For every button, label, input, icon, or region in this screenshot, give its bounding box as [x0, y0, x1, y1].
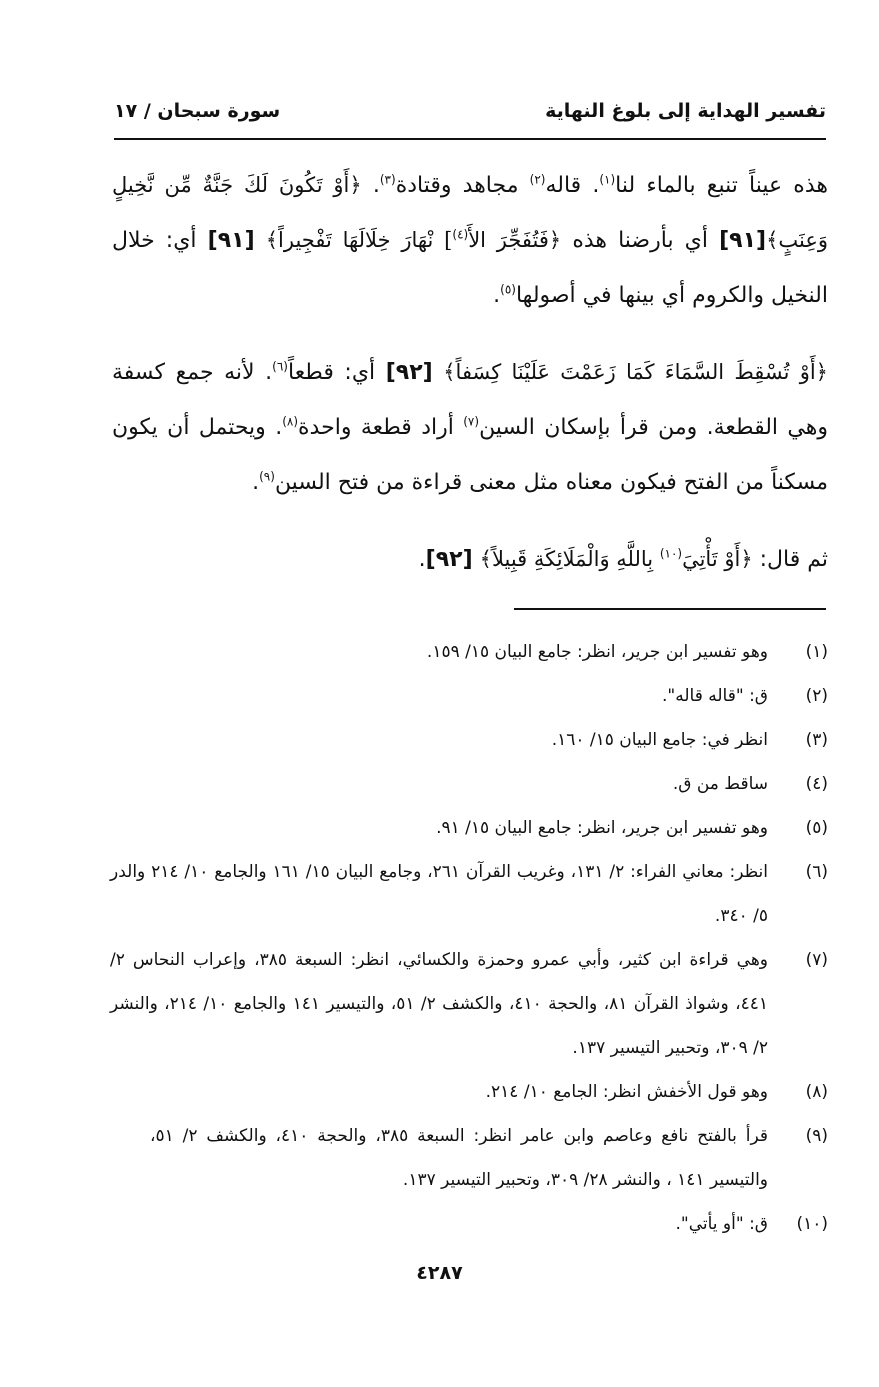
header-rule	[114, 138, 826, 140]
footnote-ref: (٦)	[272, 359, 288, 374]
footnote-5	[110, 806, 828, 850]
paragraph-2	[112, 345, 828, 510]
text: أي بأرضنا هذه	[561, 228, 720, 253]
footnote-number: (٤)	[805, 774, 828, 794]
footnote-ref: (٣)	[379, 172, 396, 187]
text: . لأنه جمع كسفة وهي القطعة. ومن قرأ بإسكان السين	[112, 360, 828, 440]
footnote-text: ساقط من ق.	[672, 774, 768, 794]
footnote-8	[110, 1070, 828, 1114]
footnote-9	[110, 1114, 828, 1202]
footnote-text: وهي قراءة ابن كثير، وأبي عمرو وحمزة والكسائي، انظر: السبعة ٣٨٥، وإعراب النحاس ٢/ ٤٤١، وشواذ القرآن ٨١، والحجة ٤١٠، والكشف ٢/ ٥١، والتيسير ١٤١ والجامع ١٠/ ٢١٤، والنشر ٢/ ٣٠٩، وتحبير التيسير ١٣٧.	[110, 950, 769, 1058]
footnote-ref: (٥)	[500, 282, 516, 297]
footnote-number: (٣)	[805, 730, 828, 750]
verse-number: [٩٢]	[425, 547, 473, 572]
verse-number: [٩١]	[207, 228, 255, 253]
paragraph-1	[112, 158, 828, 323]
text: . ويحتمل أن يكون مسكناً من الفتح فيكون معناه مثل معنى قراءة من فتح السين	[112, 415, 828, 495]
footnote-number: (١٠)	[796, 1214, 828, 1234]
footnote-ref: (٢)	[529, 172, 546, 187]
footnote-text: وهو تفسير ابن جرير، انظر: جامع البيان ١٥/ ٩١.	[436, 818, 768, 838]
footnote-text: قرأ بالفتح نافع وعاصم وابن عامر انظر: السبعة ٣٨٥، والحجة ٤١٠، والكشف ٢/ ٥١، والتيسير ١٤١ ، والنشر ٢٨/ ٣٠٩، وتحبير التيسير ١٣٧.	[150, 1126, 769, 1190]
text: هذه عيناً تنبع بالماء لنا	[615, 173, 828, 198]
footnote-text: وهو تفسير ابن جرير، انظر: جامع البيان ١٥/ ١٥٩.	[426, 642, 768, 662]
footnote-ref: (٤)	[452, 227, 469, 242]
footnote-2	[110, 674, 828, 718]
surah-page-label: سورة سبحان / ١٧	[114, 100, 281, 122]
text: .	[493, 283, 501, 308]
footnote-ref: (٨)	[282, 414, 299, 429]
footnotes-list	[110, 630, 828, 1246]
text: أي: خلال النخيل والكروم أي بينها في أصولها	[112, 228, 828, 308]
footnote-ref: (١٠)	[659, 546, 683, 561]
book-title: تفسير الهداية إلى بلوغ النهاية	[545, 100, 826, 122]
footnote-ref: (٩)	[259, 469, 275, 484]
quran-verse: ﴿أَوْ تَكُونَ لَكَ جَنَّةٌ مِّن نَّخِيلٍ وَعِنَبٍ﴾	[112, 173, 828, 252]
footnote-1	[110, 630, 828, 674]
footnote-number: (٢)	[805, 686, 828, 706]
footnote-text: انظر في: جامع البيان ١٥/ ١٦٠.	[551, 730, 768, 750]
footnote-6	[110, 850, 828, 938]
quran-verse: ﴿أَوْ تَأْتِيَ	[682, 547, 753, 571]
footnote-number: (١)	[805, 642, 828, 662]
footnote-ref: (١)	[599, 172, 616, 187]
text: .	[252, 470, 260, 495]
footnote-text: ق: "أو يأتي".	[675, 1214, 768, 1234]
quran-verse: ﴿أَوْ تُسْقِطَ السَّمَاءَ كَمَا زَعَمْتَ عَلَيْنَا كِسَفاً﴾	[443, 360, 828, 384]
quran-verse: ] نْهَارَ خِلَالَهَا تَفْجِيراً﴾	[265, 228, 453, 252]
verse-number: [٩١]	[719, 228, 767, 253]
footnote-text: ق: "قاله قاله".	[662, 686, 768, 706]
footnote-number: (٩)	[805, 1126, 828, 1146]
quran-verse: بِاللَّهِ وَالْمَلَائِكَةِ قَبِيلاً﴾	[479, 547, 660, 571]
text: مجاهد وقتادة	[395, 173, 530, 198]
footnote-10	[110, 1202, 828, 1246]
footnote-number: (٧)	[805, 950, 828, 970]
footnote-ref: (٧)	[463, 414, 480, 429]
text: أي: قطعاً	[287, 360, 386, 385]
footnote-3	[110, 718, 828, 762]
page-number: ٤٢٨٧	[416, 1262, 463, 1284]
footnote-4	[110, 762, 828, 806]
text: . قاله	[545, 173, 600, 198]
text: أراد قطعة واحدة	[298, 415, 464, 440]
text: .	[361, 173, 380, 198]
text: ثم قال:	[752, 547, 828, 572]
footnote-number: (٦)	[805, 862, 828, 882]
quran-verse: ﴿فَتُفَجِّرَ الأَ	[468, 228, 562, 252]
main-text	[112, 158, 828, 587]
footnote-separator	[514, 608, 826, 610]
paragraph-3	[112, 532, 828, 587]
verse-number: [٩٢]	[385, 360, 433, 385]
footnote-7	[110, 938, 828, 1070]
text: .	[418, 547, 426, 572]
footnote-number: (٨)	[805, 1082, 828, 1102]
footnote-text: وهو قول الأخفش انظر: الجامع ١٠/ ٢١٤.	[485, 1082, 768, 1102]
footnote-text: انظر: معاني الفراء: ٢/ ١٣١، وغريب القرآن ٢٦١، وجامع البيان ١٥/ ١٦١ والجامع ١٠/ ٢١٤ والدر ٥/ ٣٤٠.	[110, 862, 768, 926]
running-header	[114, 96, 826, 136]
footnote-number: (٥)	[805, 818, 828, 838]
